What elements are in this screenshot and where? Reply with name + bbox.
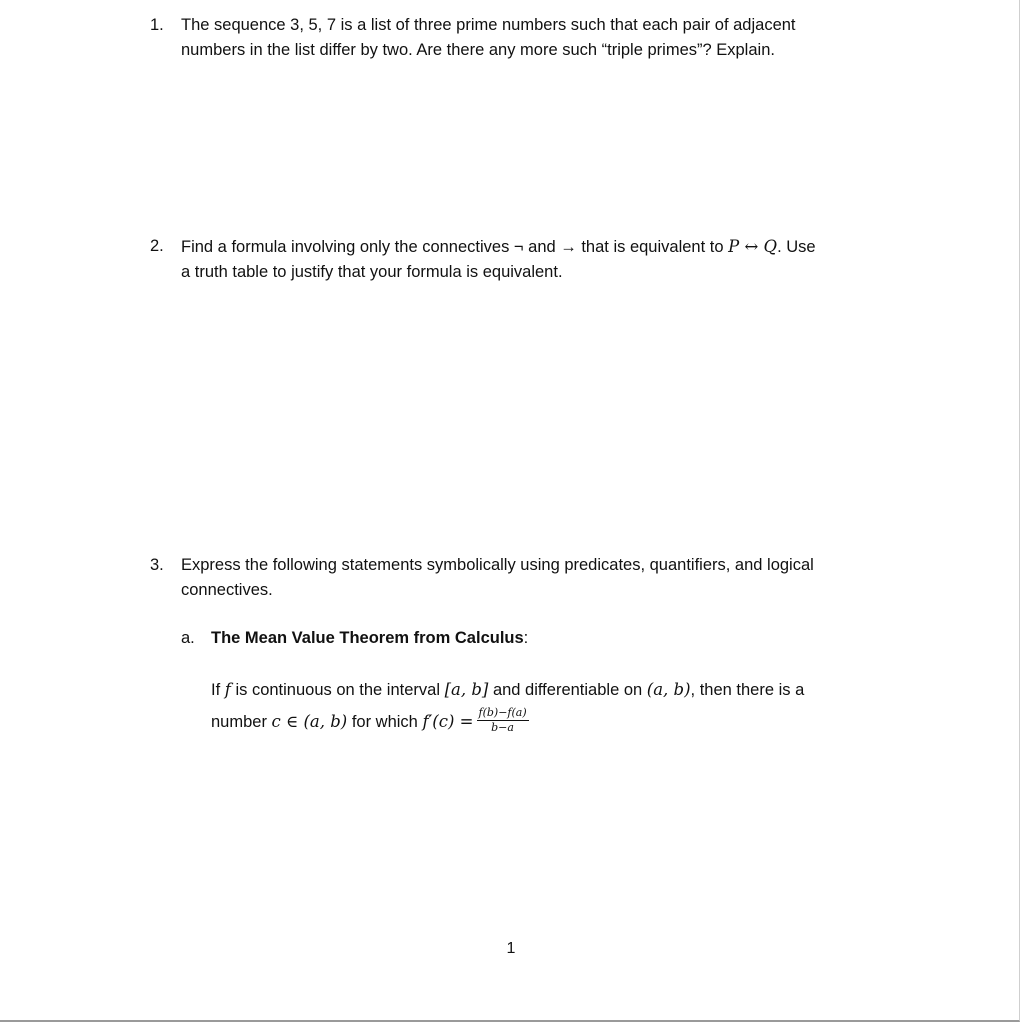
- theorem-line-1: [211, 674, 911, 706]
- theorem-text: number: [211, 713, 272, 731]
- problem-2-text: [181, 234, 910, 285]
- mean-value-theorem-statement: [211, 674, 911, 738]
- problem-1-line-1: The sequence 3, 5, 7 is a list of three prime numbers such that each pair of adjacent: [181, 16, 796, 34]
- problem-3a-heading: [181, 626, 901, 651]
- fraction-denominator: b−a: [491, 721, 514, 735]
- problem-2-line-1-end: . Use: [777, 238, 816, 256]
- problem-1-number: 1.: [150, 16, 164, 34]
- theorem-text: , then there is a: [690, 681, 805, 699]
- theorem-text: and differentiable on: [488, 681, 647, 699]
- problem-1: [150, 13, 910, 63]
- problem-1-line-2: numbers in the list differ by two. Are there any more such “triple primes”? Explain.: [181, 41, 775, 59]
- function-symbol: f: [224, 680, 231, 699]
- problem-2-line-2: a truth table to justify that your formula is equivalent.: [181, 263, 563, 281]
- problem-2-number: 2.: [150, 237, 164, 255]
- problem-3-line-1: Express the following statements symbolically using predicates, quantifiers, and logical: [181, 556, 814, 574]
- closed-interval: [a, b]: [444, 680, 489, 699]
- problem-3a-label: a.: [181, 629, 195, 647]
- problem-2-line-1: [181, 234, 910, 260]
- difference-quotient-fraction: [477, 706, 529, 735]
- problem-2: [150, 234, 910, 285]
- problem-3-number: 3.: [150, 556, 164, 574]
- fraction-numerator: f(b)−f(a): [478, 706, 527, 720]
- problem-1-text: [181, 13, 910, 63]
- theorem-text: for which: [347, 713, 423, 731]
- derivative-expression: f′(c) =: [422, 712, 474, 731]
- problem-3-text: [181, 553, 910, 603]
- page-number: 1: [506, 940, 516, 957]
- theorem-line-2: [211, 706, 911, 738]
- biconditional-formula: P ↔ Q: [728, 237, 778, 256]
- problem-3a-title: The Mean Value Theorem from Calculus: [211, 629, 524, 647]
- problem-3-line-2: connectives.: [181, 581, 273, 599]
- open-interval: (a, b): [646, 680, 691, 699]
- membership-expression: c ∈ (a, b): [271, 712, 348, 731]
- problem-2-line-1-text: Find a formula involving only the connectives ¬ and → that is equivalent to: [181, 238, 729, 256]
- theorem-text: is continuous on the interval: [230, 681, 445, 699]
- problem-3a-title-colon: :: [523, 629, 529, 647]
- problem-3: [150, 553, 910, 603]
- theorem-text: If: [211, 681, 225, 699]
